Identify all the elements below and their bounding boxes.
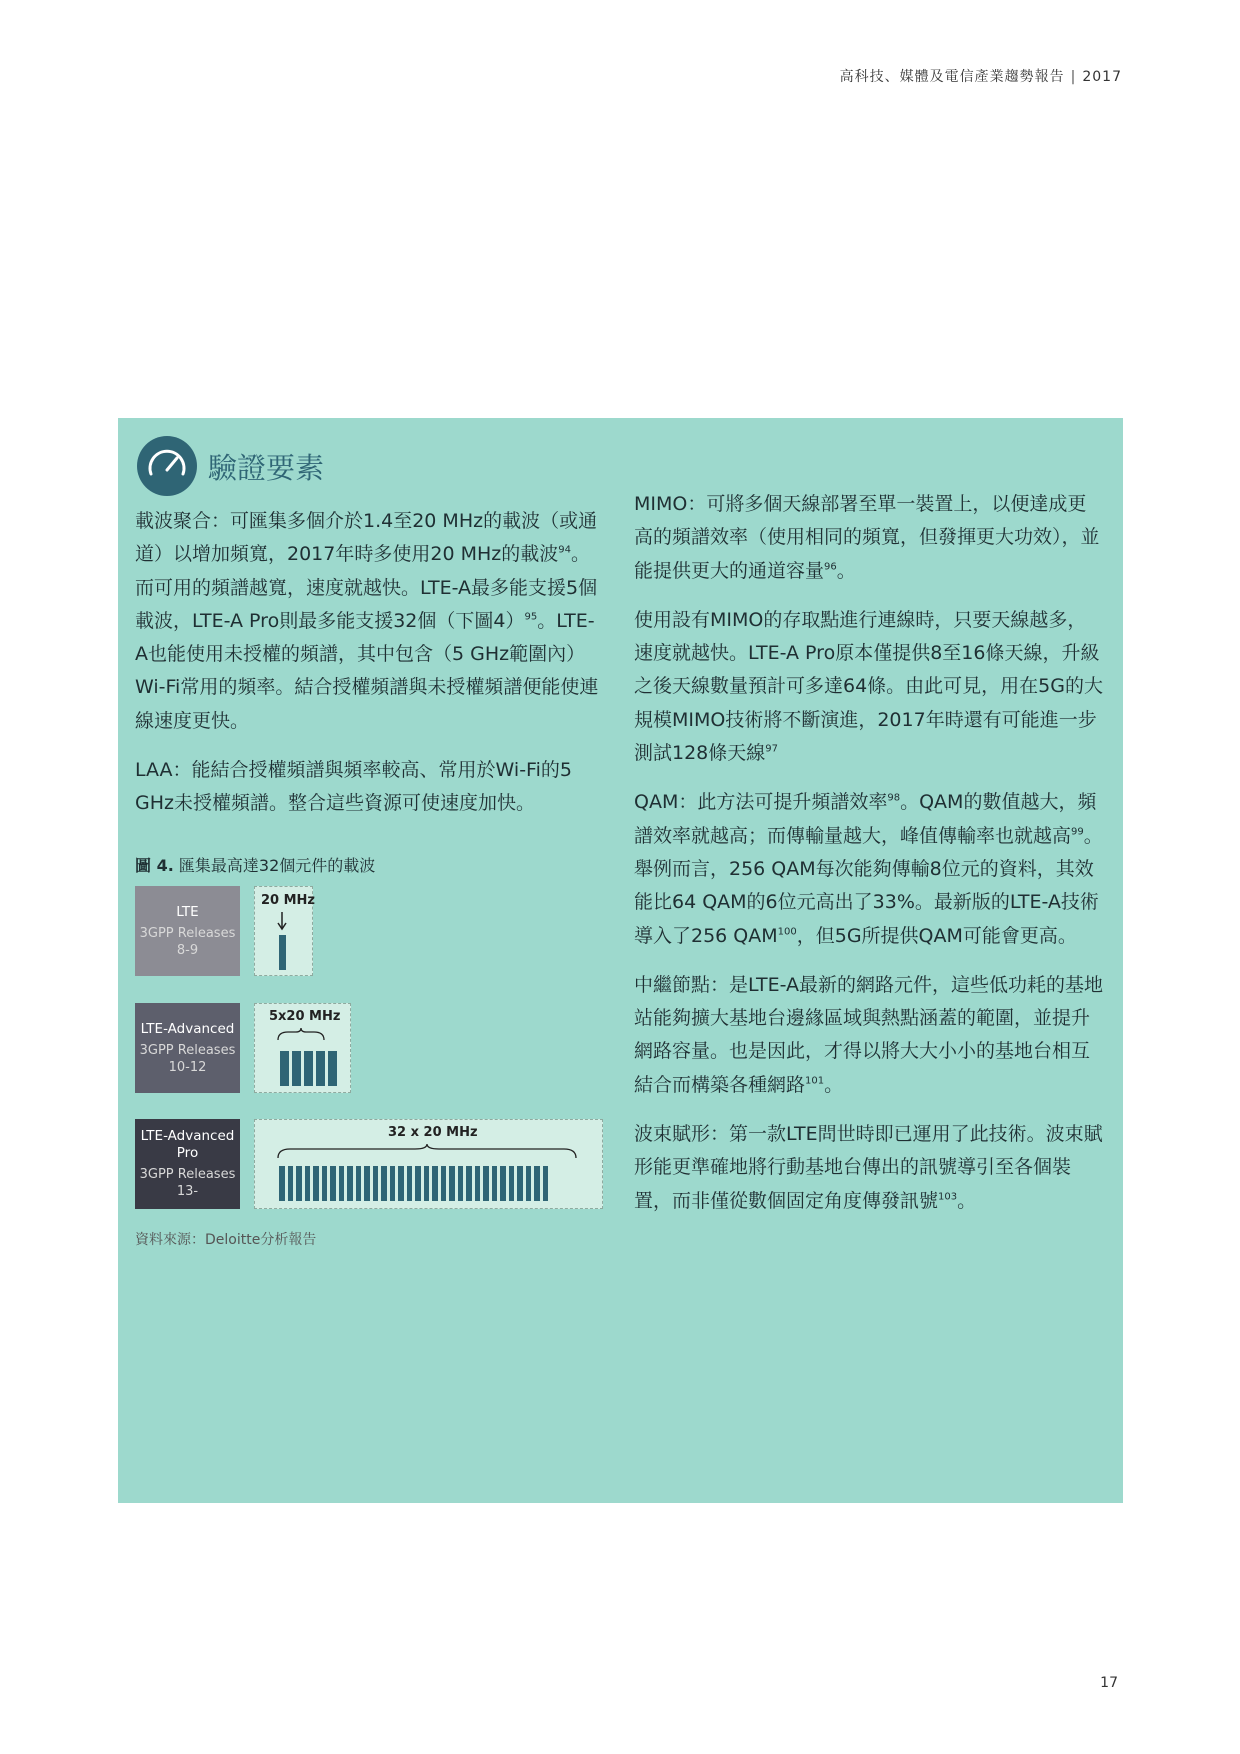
- carrier-bar: [390, 1166, 396, 1201]
- carrier-bar: [424, 1166, 430, 1201]
- carrier-bar: [373, 1166, 379, 1201]
- carrier-bar: [466, 1166, 472, 1201]
- lte-advanced-carrier-bars: [280, 1051, 337, 1086]
- lte-advanced-pro-carrier-bars: [279, 1166, 548, 1201]
- carrier-bar: [288, 1166, 294, 1201]
- lte-advanced-pro-releases: 3GPP Releases: [139, 1167, 236, 1182]
- carrier-bar: [304, 1051, 313, 1086]
- lte-releases: 3GPP Releases: [139, 925, 236, 941]
- carrier-bar: [292, 1051, 301, 1086]
- carrier-bar: [407, 1166, 413, 1201]
- header-title: 高科技、媒體及電信產業趨勢報告: [839, 69, 1065, 85]
- carrier-bar: [316, 1051, 325, 1086]
- paragraph-mimo-access: 使用設有MIMO的存取點進行連線時，只要天線越多，速度就越快。LTE-A Pro原本僅提供8至16條天線，升級之後天線數量預計可多達64條。由此可見，用在5G的大規模MIMO技術將不斷演進，2017年時還有可能進一步測試128條天線$^{97}$: [634, 608, 1103, 765]
- carrier-bar: [517, 1166, 523, 1201]
- carrier-bar: [279, 935, 286, 970]
- lte-advanced-pro-bandwidth-label: 32 x 20 MHz: [388, 1125, 478, 1140]
- figure-title: 圖 4. 匯集最高達32個元件的載波: [135, 856, 376, 875]
- header-separator: |: [1070, 69, 1077, 85]
- paragraph-relay-nodes: 中繼節點：是LTE-A最新的網路元件，這些低功耗的基地站能夠擴大基地台邊緣區域與熱點涵蓋的範圍，並提升網路容量。也是因此，才得以將大大小小的基地台相互結合而構築各種網路$^{101}$。: [634, 973, 1104, 1096]
- carrier-bar: [279, 1166, 285, 1201]
- lte-label-box: [135, 886, 240, 976]
- lte-name: LTE: [176, 903, 199, 920]
- lte-advanced-pro-name: LTE-Advanced Pro: [140, 1128, 235, 1161]
- carrier-bar: [492, 1166, 498, 1201]
- lte-bandwidth-label: 20 MHz: [261, 893, 315, 908]
- carrier-bar: [483, 1166, 489, 1201]
- carrier-bar: [415, 1166, 421, 1201]
- right-column: [634, 488, 1104, 1234]
- paragraph-qam: QAM：此方法可提升頻譜效率$^{98}$。QAM的數值越大，頻譜效率就越高；而傳輸量越大，峰值傳輸率也就越高$^{99}$。舉例而言，256 QAM每次能夠傳輸8位元的資料，其效能比64 QAM的6位元高出了33%。最新版的LTE-A技術導入了256 QAM$^{100}$，但5G所提供QAM可能會更高。: [634, 791, 1103, 947]
- paragraph-mimo: MIMO：可將多個天線部署至單一裝置上，以便達成更高的頻譜效率（使用相同的頻寬，但發揮更大功效），並能提供更大的通道容量$^{96}$。: [634, 493, 1100, 582]
- figure-source: 資料來源：Deloitte分析報告: [135, 1232, 317, 1248]
- lte-carrier-bars: [279, 935, 286, 970]
- lte-advanced-release-range: 10-12: [168, 1059, 207, 1075]
- carrier-bar: [458, 1166, 464, 1201]
- carrier-bar: [432, 1166, 438, 1201]
- carrier-bar: [534, 1166, 540, 1201]
- carrier-bar: [441, 1166, 447, 1201]
- carrier-bar: [543, 1166, 549, 1201]
- header-year: 2017: [1082, 69, 1122, 85]
- lte-advanced-name: LTE-Advanced: [140, 1020, 235, 1037]
- carrier-bar: [280, 1051, 289, 1086]
- paragraph-laa: LAA：能結合授權頻譜與頻率較高、常用於Wi-Fi的5 GHz未授權頻譜。整合這些資源可使速度加快。: [135, 759, 572, 815]
- page-number: 17: [1100, 1675, 1118, 1691]
- brace-wide-icon: [276, 1144, 578, 1160]
- carrier-bar: [347, 1166, 353, 1201]
- paragraph-beamforming: 波束賦形：第一款LTE問世時即已運用了此技術。波束賦形能更準確地將行動基地台傳出的訊號導引至各個裝置，而非僅從數個固定角度傳發訊號$^{103}$。: [634, 1123, 1103, 1212]
- carrier-bar: [364, 1166, 370, 1201]
- brace-icon: [276, 1028, 326, 1042]
- box-title: 驗證要素: [208, 451, 325, 485]
- carrier-bar: [475, 1166, 481, 1201]
- carrier-bar: [398, 1166, 404, 1201]
- carrier-bar: [330, 1166, 336, 1201]
- lte-release-range: 8-9: [176, 942, 199, 958]
- lte-advanced-pro-label-box: [135, 1119, 240, 1209]
- lte-advanced-releases: 3GPP Releases: [139, 1042, 236, 1058]
- lte-advanced-bandwidth-label: 5x20 MHz: [269, 1009, 341, 1024]
- carrier-bar: [381, 1166, 387, 1201]
- carrier-bar: [296, 1166, 302, 1201]
- paragraph-carrier-aggregation: 載波聚合：可匯集多個介於1.4至20 MHz的載波（或通道）以增加頻寬，2017年時多使用20 MHz的載波$^{94}$。而可用的頻譜越寬，速度就越快。LTE-A最多能支援5個載波，LTE-A Pro則最多能支援32個（下圖4）$^{95}$。LTE-A也能使用未授權的頻譜，其中包含（5 GHz範圍內）Wi-Fi常用的頻率。結合授權頻譜與未授權頻譜便能使連線速度更快。: [135, 510, 599, 732]
- carrier-bar: [322, 1166, 328, 1201]
- gauge-icon: [137, 436, 197, 496]
- carrier-bar: [509, 1166, 515, 1201]
- carrier-bar: [500, 1166, 506, 1201]
- lte-advanced-label-box: [135, 1003, 240, 1093]
- carrier-bar: [356, 1166, 362, 1201]
- carrier-bar: [449, 1166, 455, 1201]
- carrier-bar: [526, 1166, 532, 1201]
- carrier-bar: [339, 1166, 345, 1201]
- report-header: [840, 66, 1122, 86]
- carrier-bar: [328, 1051, 337, 1086]
- left-column: [135, 505, 605, 837]
- down-arrow-icon: [276, 912, 288, 932]
- carrier-bar: [313, 1166, 319, 1201]
- carrier-bar: [305, 1166, 311, 1201]
- lte-advanced-pro-release-range: 13-: [176, 1184, 199, 1199]
